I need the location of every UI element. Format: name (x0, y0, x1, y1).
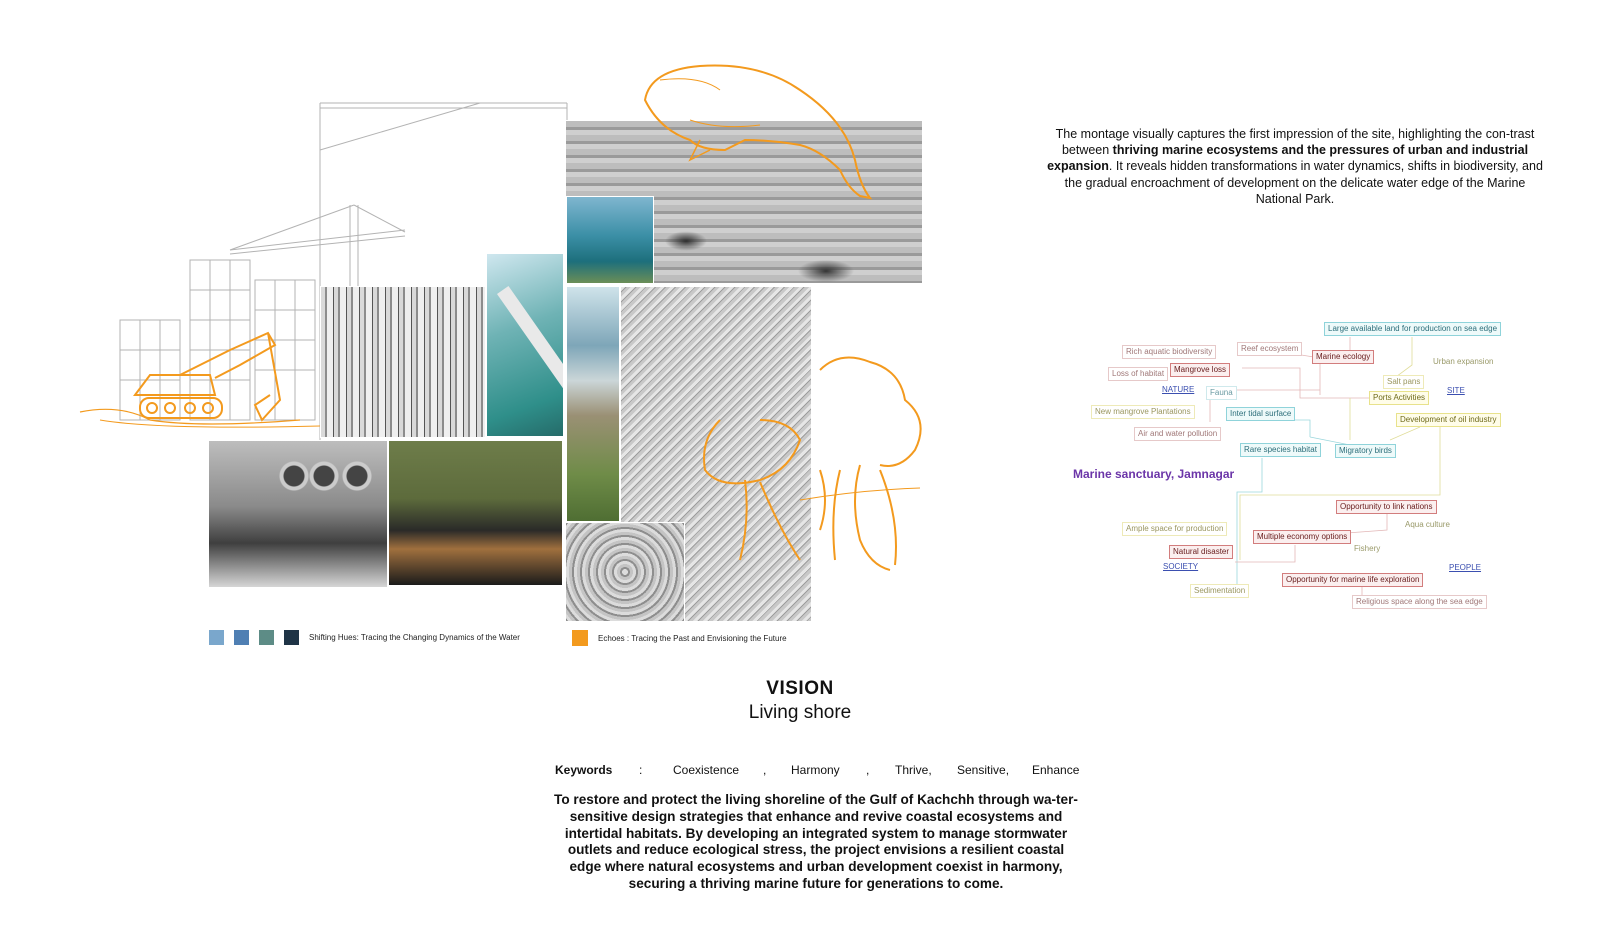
keyword-enhance: Enhance (1032, 763, 1080, 777)
category-site: SITE (1447, 386, 1465, 395)
intro-text-bold: thriving marine ecosystems and the pressures of urban and industrial expansion (1047, 143, 1529, 174)
node-ample-space: Ample space for production (1122, 522, 1227, 536)
keyword-harmony: Harmony (791, 763, 840, 777)
node-reef: Reef ecosystem (1237, 342, 1302, 356)
node-multiple-economy: Multiple economy options (1253, 530, 1351, 544)
node-salt-pans: Salt pans (1383, 375, 1424, 389)
water-legend-label: Shifting Hues: Tracing the Changing Dynamics of the Water (309, 633, 520, 642)
keywords-colon: : (639, 763, 643, 777)
mindmap-hub: Marine sanctuary, Jamnagar (1073, 467, 1235, 481)
keyword-sensitive: Sensitive, (957, 763, 1010, 777)
node-loss-habitat: Loss of habitat (1108, 367, 1168, 381)
node-link-nations: Opportunity to link nations (1336, 500, 1437, 514)
node-natural-disaster: Natural disaster (1169, 545, 1233, 559)
node-sedimentation: Sedimentation (1190, 584, 1249, 598)
node-fauna: Fauna (1206, 386, 1237, 400)
node-rich-aquatic: Rich aquatic biodiversity (1122, 345, 1216, 359)
keyword-thrive: Thrive, (895, 763, 932, 777)
node-aqua-culture: Aqua culture (1405, 520, 1450, 529)
node-urban-expansion: Urban expansion (1433, 357, 1494, 366)
vision-subtitle: Living shore (748, 702, 852, 723)
vision-statement: To restore and protect the living shoreline of the Gulf of Kachchh through wa-ter-sensitive design strategies that enhance and revive coastal ecosystems and intertidal habitats. By developing an integrated system to manage stormwater outlets and reduce ecological stress, the project envisions a resilient coastal edge where natural ecosystems and urban development coexist in harmony, securing a thriving marine future for generations to come. (554, 792, 1078, 891)
keywords-label: Keywords (555, 763, 613, 777)
node-air-water: Air and water pollution (1134, 427, 1221, 441)
intro-text-part1: The montage visually captures the first impression of the site, highlighting the con-trast between (1055, 127, 1535, 158)
node-marine-life: Opportunity for marine life exploration (1282, 573, 1423, 587)
keyword-separator-2: , (866, 763, 870, 777)
category-society: SOCIETY (1163, 562, 1199, 571)
node-migratory: Migratory birds (1335, 444, 1396, 458)
node-religious: Religious space along the sea edge (1352, 595, 1487, 609)
category-people: PEOPLE (1449, 563, 1482, 572)
node-oil-industry: Development of oil industry (1396, 413, 1501, 427)
node-new-mangrove: New mangrove Plantations (1091, 405, 1195, 419)
echoes-legend-label: Echoes : Tracing the Past and Envisioning the Future (598, 633, 787, 643)
node-marine-ecology: Marine ecology (1312, 350, 1374, 364)
keyword-coexistence: Coexistence (673, 763, 740, 777)
node-large-land: Large available land for production on sea edge (1324, 322, 1501, 336)
intro-text-part2: . It reveals hidden transformations in water dynamics, shifts in biodiversity, and the gradual encroachment of development on the delicate water edge of the Marine National Park. (1064, 159, 1543, 206)
node-fishery: Fishery (1354, 544, 1381, 553)
node-rare-species: Rare species habitat (1240, 443, 1321, 457)
vision-title: VISION (766, 678, 834, 699)
node-mangrove-loss: Mangrove loss (1170, 363, 1230, 377)
node-ports: Ports Activities (1369, 391, 1429, 405)
category-nature: NATURE (1162, 385, 1195, 394)
keyword-separator-1: , (763, 763, 767, 777)
node-inter-tidal: Inter tidal surface (1226, 407, 1295, 421)
